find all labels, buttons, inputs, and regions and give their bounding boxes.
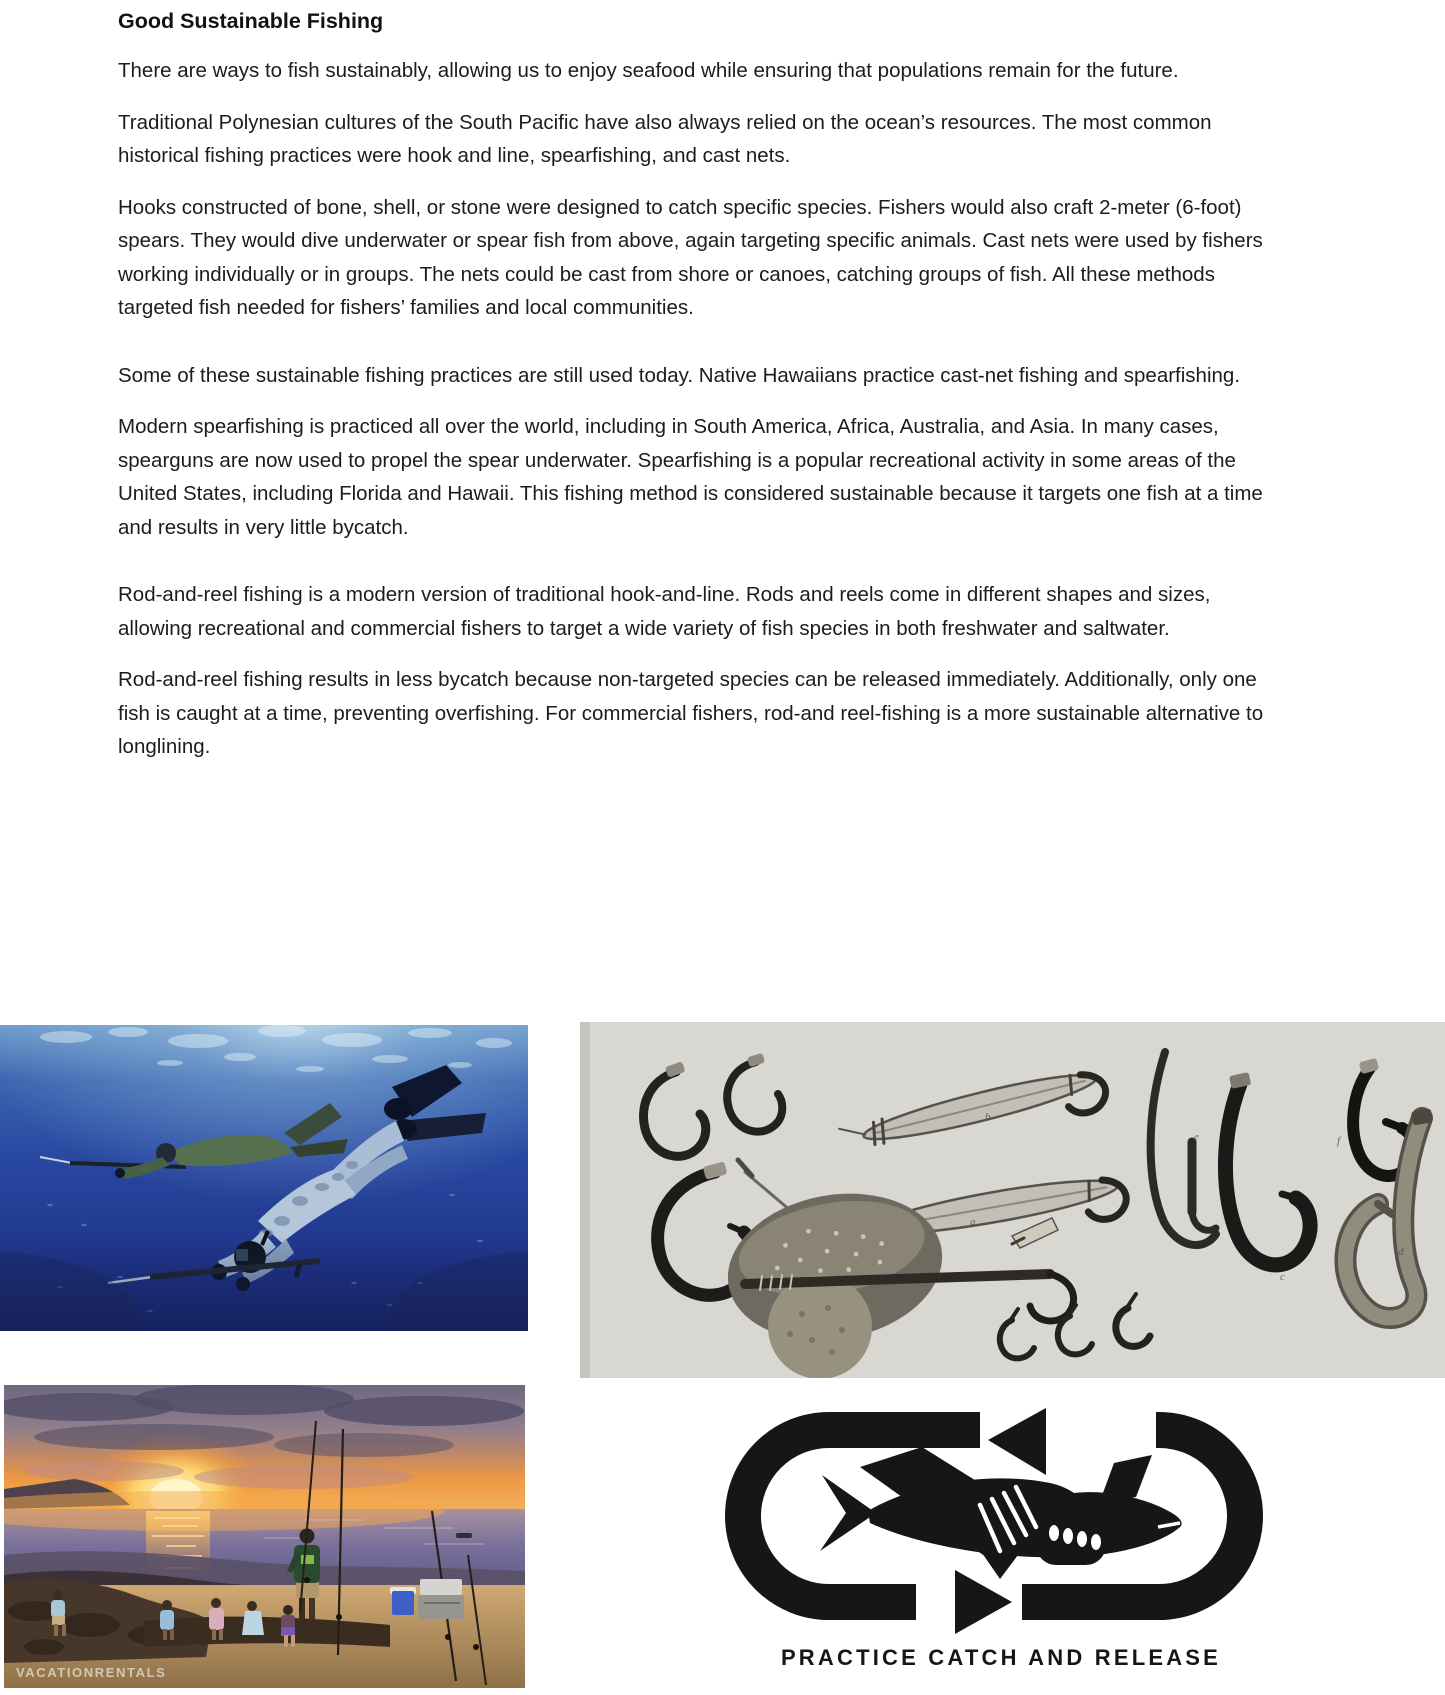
fish-hooks-photo [580,1022,1445,1378]
paragraph-intro: There are ways to fish sustainably, allowing us to enjoy seafood while ensuring that populations remain for the future. [118,59,1179,82]
page-title: Good Sustainable Fishing [118,9,384,33]
fish-hooks-illustration [580,1022,1445,1378]
article-body [118,6,1276,764]
paragraph-hooks-spears-nets: Hooks constructed of bone, shell, or stone were designed to catch specific species. Fishers would also craft 2-meter (6-foot) spears. They would dive underwater or spear fish from above, again targeting specific animals. Cast nets were used by fishers working individually or in groups. The nets could be cast from shore or canoes, catching groups of fish. All these methods targeted fish needed for fishers’ families and local communities. [118,195,1263,319]
plate-label-a: a [970,1216,976,1228]
plate-label-f: f [1337,1135,1341,1147]
paragraph-modern-spearfishing: Modern spearfishing is practiced all over the world, including in South America, Africa, Australia, and Asia. In many cases, spearguns are now used to propel the spear underwater. Spearfishing is a popular recreational activity in some areas of the United States, including Florida and Hawaii. This fishing method is considered sustainable because it targets one fish at a time and results in very little bycatch. [118,415,1263,539]
catch-and-release-logo [700,1405,1263,1680]
catch-and-release-illustration [700,1405,1263,1680]
plate-label-d: d [1398,1246,1404,1258]
spearfishing-illustration [0,1025,528,1331]
paragraph-rod-and-reel: Rod-and-reel fishing is a modern version of traditional hook-and-line. Rods and reels come in different shapes and sizes, allowing recreational and commercial fishers to target a wide variety of fish species in both freshwater and saltwater. [118,583,1211,640]
plate-label-c: c [1280,1271,1285,1283]
photo-watermark: VACATIONRENTALS [16,1665,167,1680]
paragraph-rod-reel-bycatch: Rod-and-reel fishing results in less bycatch because non-targeted species can be released immediately. Additionally, only one fish is caught at a time, preventing overfishing. For commercial fishers, rod-and reel-fishing is a more sustainable alternative to longlining. [118,668,1264,758]
plate-label-b: b [985,1111,991,1123]
logo-caption: PRACTICE CATCH AND RELEASE [780,1645,1222,1670]
paragraph-polynesian: Traditional Polynesian cultures of the South Pacific have also always relied on the ocean’s resources. The most common historical fishing practices were hook and line, spearfishing, and cast nets. [118,110,1212,167]
beach-sunset-photo [4,1385,525,1688]
paragraph-practices-today: Some of these sustainable fishing practices are still used today. Native Hawaiians practice cast-net fishing and spearfishing. [118,363,1241,387]
plate-label-e: e [1194,1131,1199,1143]
spearfishing-photo [0,1025,528,1331]
beach-sunset-illustration [4,1385,525,1688]
